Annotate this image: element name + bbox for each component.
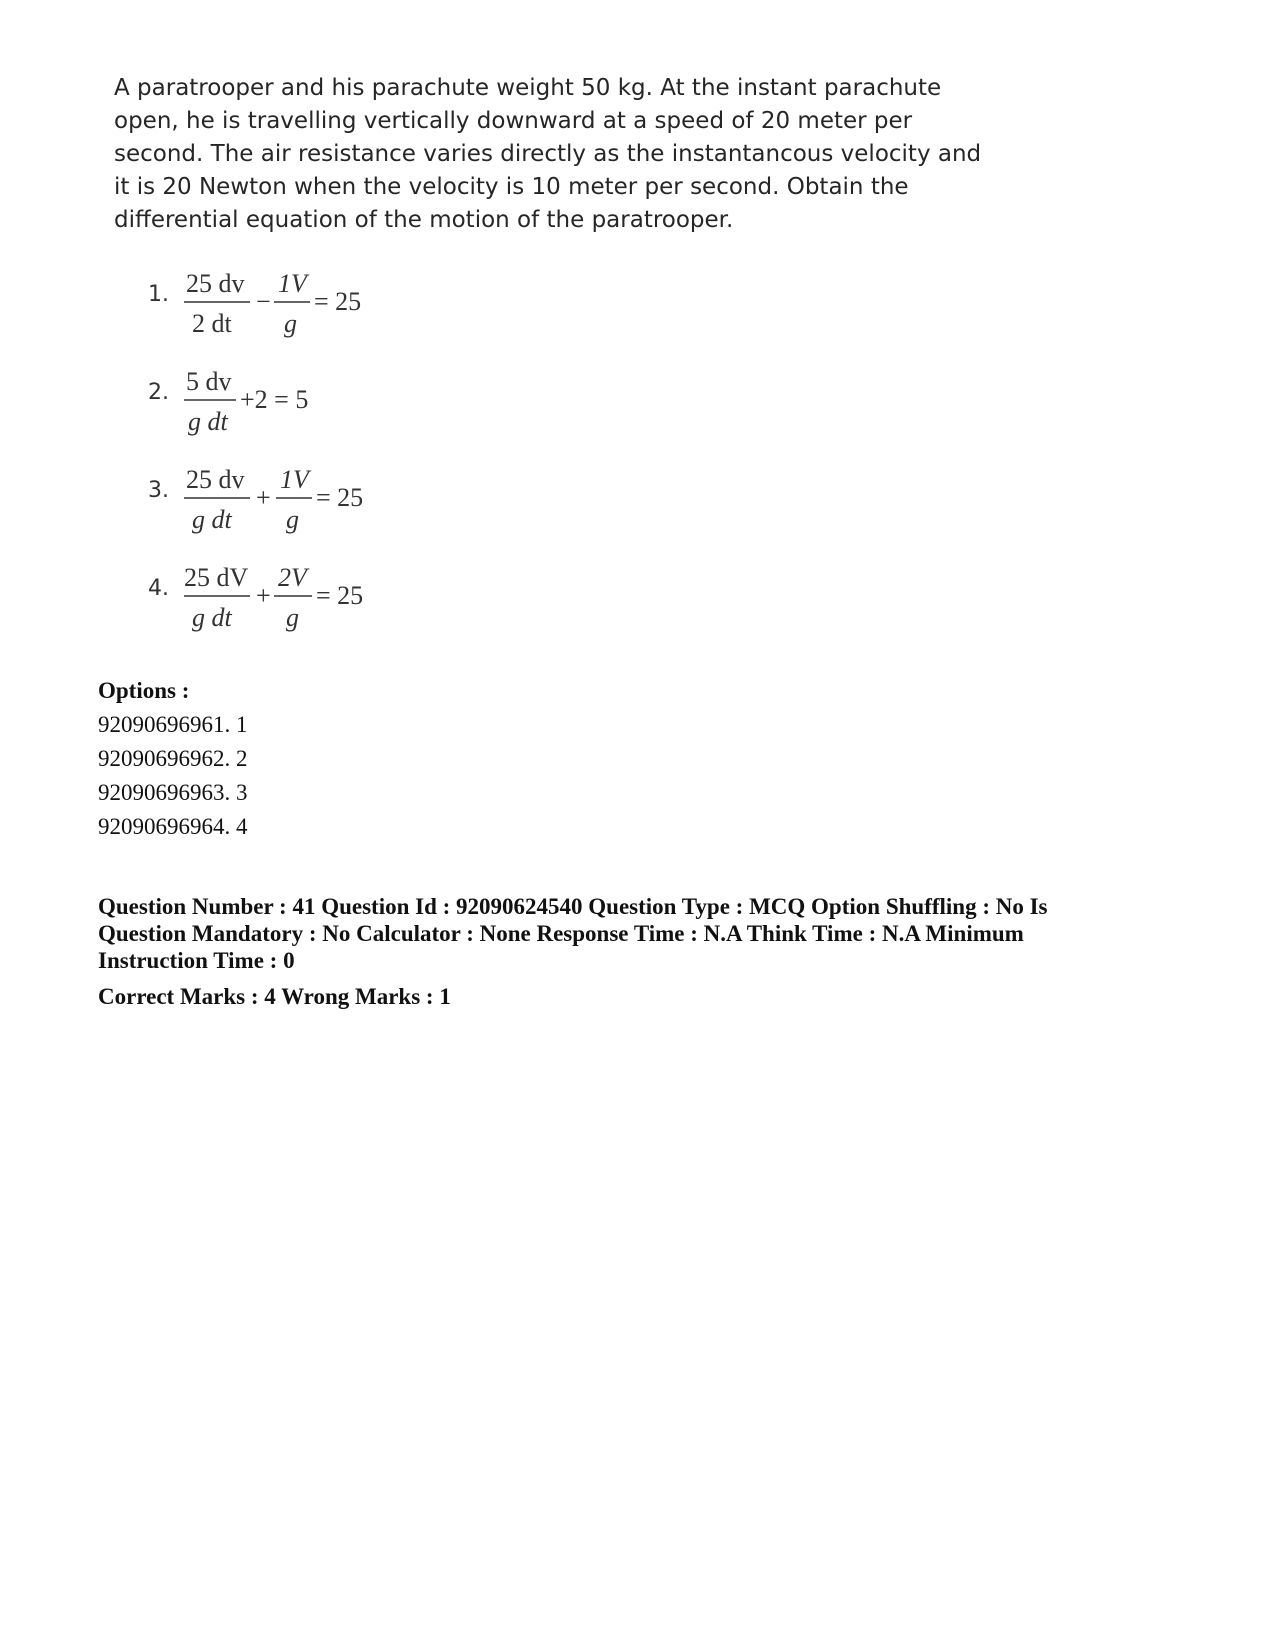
meta-line: Question Number : 41 Question Id : 92090624540 Question Type : MCQ Option Shuffling : No Is xyxy=(98,894,1048,919)
equation-3 xyxy=(184,458,504,538)
fraction-denominator: g xyxy=(284,309,297,338)
option-item-2: 92090696962. 2 xyxy=(98,746,248,771)
option-item-1: 92090696961. 1 xyxy=(98,712,248,737)
equation-rhs: = 25 xyxy=(314,287,362,316)
fraction-numerator: 25 dv xyxy=(186,465,245,494)
option-item-3: 92090696963. 3 xyxy=(98,780,248,805)
fraction-numerator: 5 dv xyxy=(186,367,232,396)
equation-rhs: = 25 xyxy=(316,581,364,610)
choice-number: 2. xyxy=(148,380,169,405)
choice-number: 4. xyxy=(148,576,169,601)
options-label: Options : xyxy=(98,678,190,703)
question-line: it is 20 Newton when the velocity is 10 meter per second. Obtain the xyxy=(114,174,909,200)
question-line: second. The air resistance varies directly as the instantancous velocity and xyxy=(114,141,982,167)
fraction-numerator: 1V xyxy=(280,465,309,494)
meta-line: Question Mandatory : No Calculator : None Response Time : N.A Think Time : N.A Minimum xyxy=(98,921,1024,946)
question-image xyxy=(100,62,982,662)
fraction-denominator: 2 dt xyxy=(192,309,232,338)
question-meta xyxy=(98,893,1198,974)
operator: + xyxy=(256,483,271,512)
equation-choice-4 xyxy=(148,556,548,636)
fraction-numerator: 1V xyxy=(278,269,307,298)
fraction-denominator: g dt xyxy=(192,505,232,534)
fraction-numerator: 2V xyxy=(278,563,307,592)
fraction-denominator: g xyxy=(286,505,299,534)
equation-rhs: +2 = 5 xyxy=(240,385,309,414)
fraction-denominator: g xyxy=(286,603,299,632)
option-item-4: 92090696964. 4 xyxy=(98,814,248,839)
equation-rhs: = 25 xyxy=(316,483,364,512)
operator: + xyxy=(256,581,271,610)
fraction-numerator: 25 dV xyxy=(184,563,249,592)
question-line: A paratrooper and his parachute weight 50 kg. At the instant parachute xyxy=(114,75,942,101)
equation-4 xyxy=(184,556,504,636)
equation-choice-2 xyxy=(148,360,548,440)
question-text xyxy=(114,72,982,237)
equation-choice-3 xyxy=(148,458,548,538)
question-line: open, he is travelling vertically downward at a speed of 20 meter per xyxy=(114,108,913,134)
question-line: differential equation of the motion of the paratrooper. xyxy=(114,207,734,233)
equation-1 xyxy=(184,262,504,342)
meta-line: Instruction Time : 0 xyxy=(98,948,295,973)
equation-2 xyxy=(184,360,504,440)
operator: − xyxy=(256,287,271,316)
choice-number: 3. xyxy=(148,478,169,503)
marks-info: Correct Marks : 4 Wrong Marks : 1 xyxy=(98,984,451,1009)
fraction-denominator: g dt xyxy=(188,407,228,436)
choice-number: 1. xyxy=(148,282,169,307)
fraction-denominator: g dt xyxy=(192,603,232,632)
equation-choice-1 xyxy=(148,262,548,342)
fraction-numerator: 25 dv xyxy=(186,269,245,298)
